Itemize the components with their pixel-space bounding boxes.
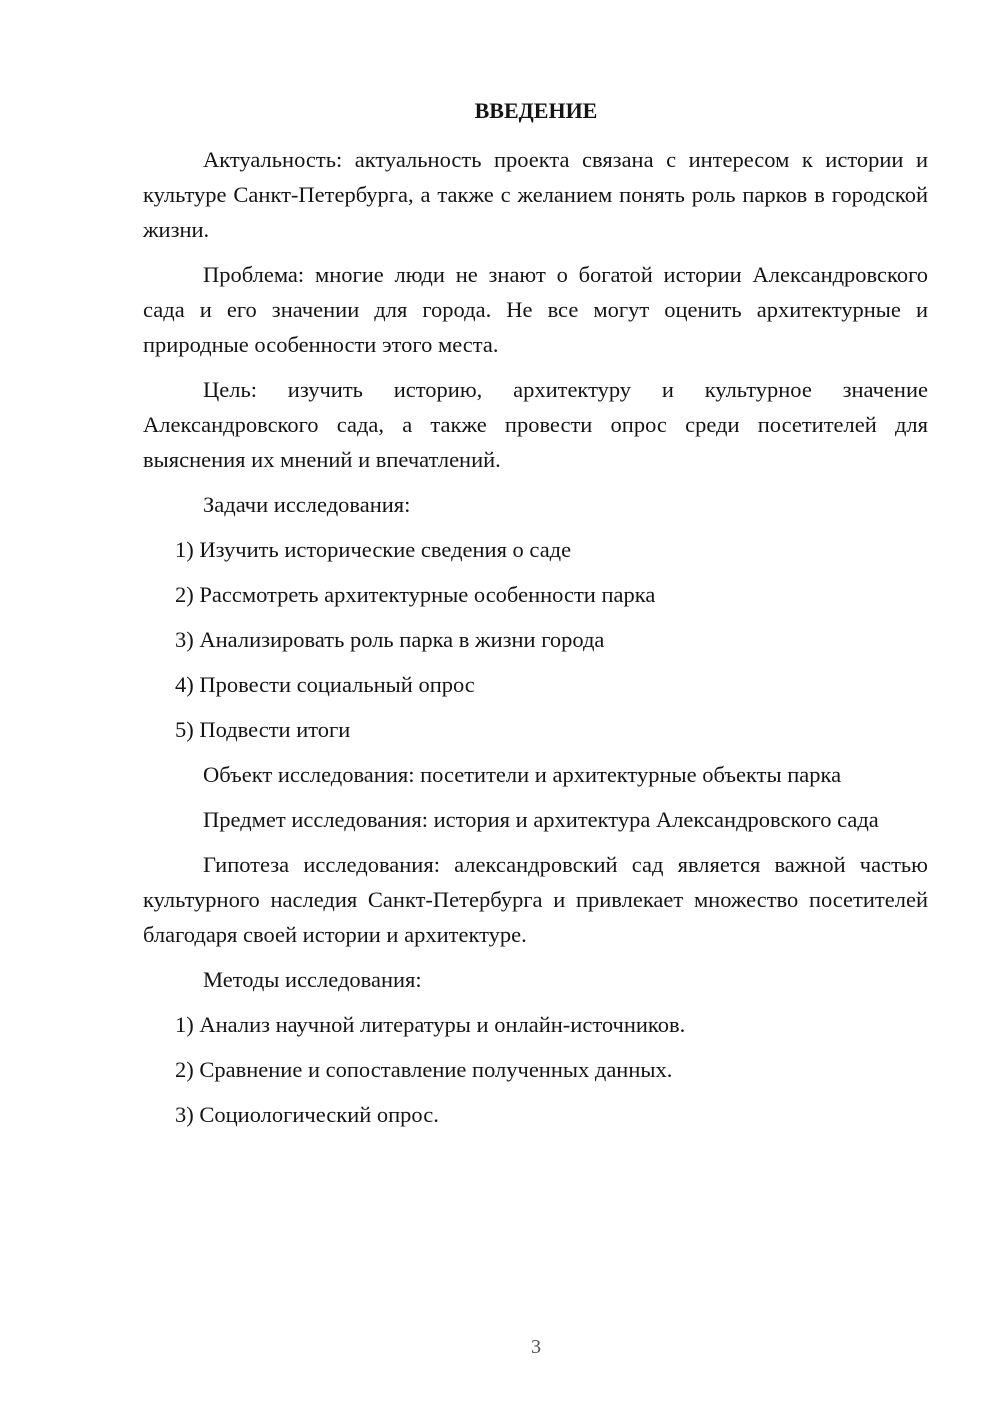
page-body <box>143 142 928 1142</box>
subject-paragraph: Предмет исследования: история и архитектура Александровского сада <box>203 807 879 832</box>
goal-paragraph: Цель: изучить историю, архитектуру и культурное значение Александровского сада, а также провести опрос среди посетителей для выяснения их мнений и впечатлений. <box>143 377 928 472</box>
page-title: ВВЕДЕНИЕ <box>474 98 598 123</box>
object-paragraph: Объект исследования: посетители и архитектурные объекты парка <box>203 762 842 787</box>
problem-paragraph: Проблема: многие люди не знают о богатой истории Александровского сада и его значении для города. Не все могут оценить архитектурные и природные особенности этого места. <box>143 262 928 357</box>
task-item: 5) Подвести итоги <box>175 717 351 742</box>
hypothesis-paragraph: Гипотеза исследования: александровский сад является важной частью культурного наследия Санкт-Петербурга и привлекает множество посетителей благодаря своей истории и архитектуре. <box>143 852 928 947</box>
task-item: 2) Рассмотреть архитектурные особенности парка <box>175 582 656 607</box>
task-item: 1) Изучить исторические сведения о саде <box>175 537 572 562</box>
task-item: 3) Анализировать роль парка в жизни города <box>175 627 605 652</box>
method-item: 2) Сравнение и сопоставление полученных данных. <box>175 1057 673 1082</box>
methods-heading: Методы исследования: <box>203 967 422 992</box>
task-item: 4) Провести социальный опрос <box>175 672 475 697</box>
tasks-heading: Задачи исследования: <box>203 492 411 517</box>
relevance-paragraph: Актуальность: актуальность проекта связана с интересом к истории и культуре Санкт-Петербурга, а также с желанием понять роль парков в городской жизни. <box>143 147 928 242</box>
page-number: 3 <box>531 1336 541 1358</box>
method-item: 3) Социологический опрос. <box>175 1102 439 1127</box>
method-item: 1) Анализ научной литературы и онлайн-источников. <box>175 1012 686 1037</box>
